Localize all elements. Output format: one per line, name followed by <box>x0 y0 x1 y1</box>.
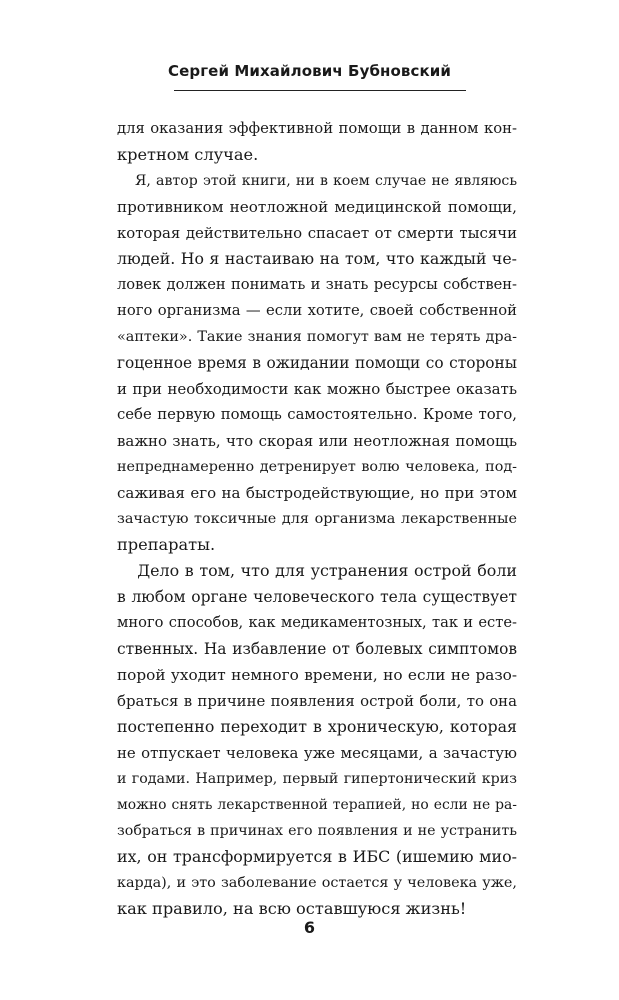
text-line: гоценное время в ожидании помощи со стороны <box>117 354 517 372</box>
text-line: людей. Но я настаиваю на том, что каждый че- <box>117 249 517 268</box>
text-line: браться в причине появления острой боли, то она <box>117 692 517 710</box>
text-line: зачастую токсичные для организма лекарственные <box>117 511 517 527</box>
text-line: саживая его на быстродействующие, но при этом <box>117 484 517 502</box>
text-line: для оказания эффективной помощи в данном кон- <box>117 120 517 137</box>
text-line: непреднамеренно детренирует волю человека, под- <box>117 459 517 475</box>
page-number: 6 <box>303 918 316 937</box>
text-line: которая действительно спасает от смерти тысячи <box>117 224 517 242</box>
text-line: много способов, как медикаментозных, так и есте- <box>117 614 517 631</box>
text-line: их, он трансформируется в ИБС (ишемию мио- <box>117 847 517 866</box>
text-line: как правило, на всю оставшуюся жизнь! <box>117 899 467 918</box>
running-header-author: Сергей Михайлович Бубновский <box>168 62 451 80</box>
text-line: не отпускает человека уже месяцами, а зачастую <box>117 744 517 762</box>
text-line: препараты. <box>117 535 216 554</box>
text-line: порой уходит немного времени, но если не разо- <box>117 666 517 684</box>
text-line: постепенно переходит в хроническую, которая <box>117 717 517 736</box>
text-line: можно снять лекарственной терапией, но если не ра- <box>117 797 517 813</box>
text-line: ного организма — если хотите, своей собственной <box>117 302 517 319</box>
body-text <box>117 116 517 922</box>
text-line: ловек должен понимать и знать ресурсы собствен- <box>117 276 517 293</box>
text-line: в любом органе человеческого тела существует <box>117 588 517 606</box>
text-line: Дело в том, что для устранения острой боли <box>137 561 517 580</box>
text-line: противником неотложной медицинской помощи, <box>117 198 517 216</box>
text-line: кретном случае. <box>117 145 259 164</box>
text-line: Я, автор этой книги, ни в коем случае не являюсь <box>134 173 517 189</box>
header-rule <box>174 90 466 91</box>
text-line: ственных. На избавление от болевых симптомов <box>117 640 517 658</box>
text-line: «аптеки». Такие знания помогут вам не терять дра- <box>117 329 517 345</box>
text-line: и при необходимости как можно быстрее оказать <box>117 380 517 398</box>
text-line: карда), и это заболевание остается у человека уже, <box>117 875 517 891</box>
text-line: себе первую помощь самостоятельно. Кроме того, <box>117 406 517 423</box>
text-line: и годами. Например, первый гипертонический криз <box>117 771 517 787</box>
text-line: зобраться в причинах его появления и не устранить <box>117 823 517 839</box>
text-line: важно знать, что скорая или неотложная помощь <box>117 432 517 450</box>
